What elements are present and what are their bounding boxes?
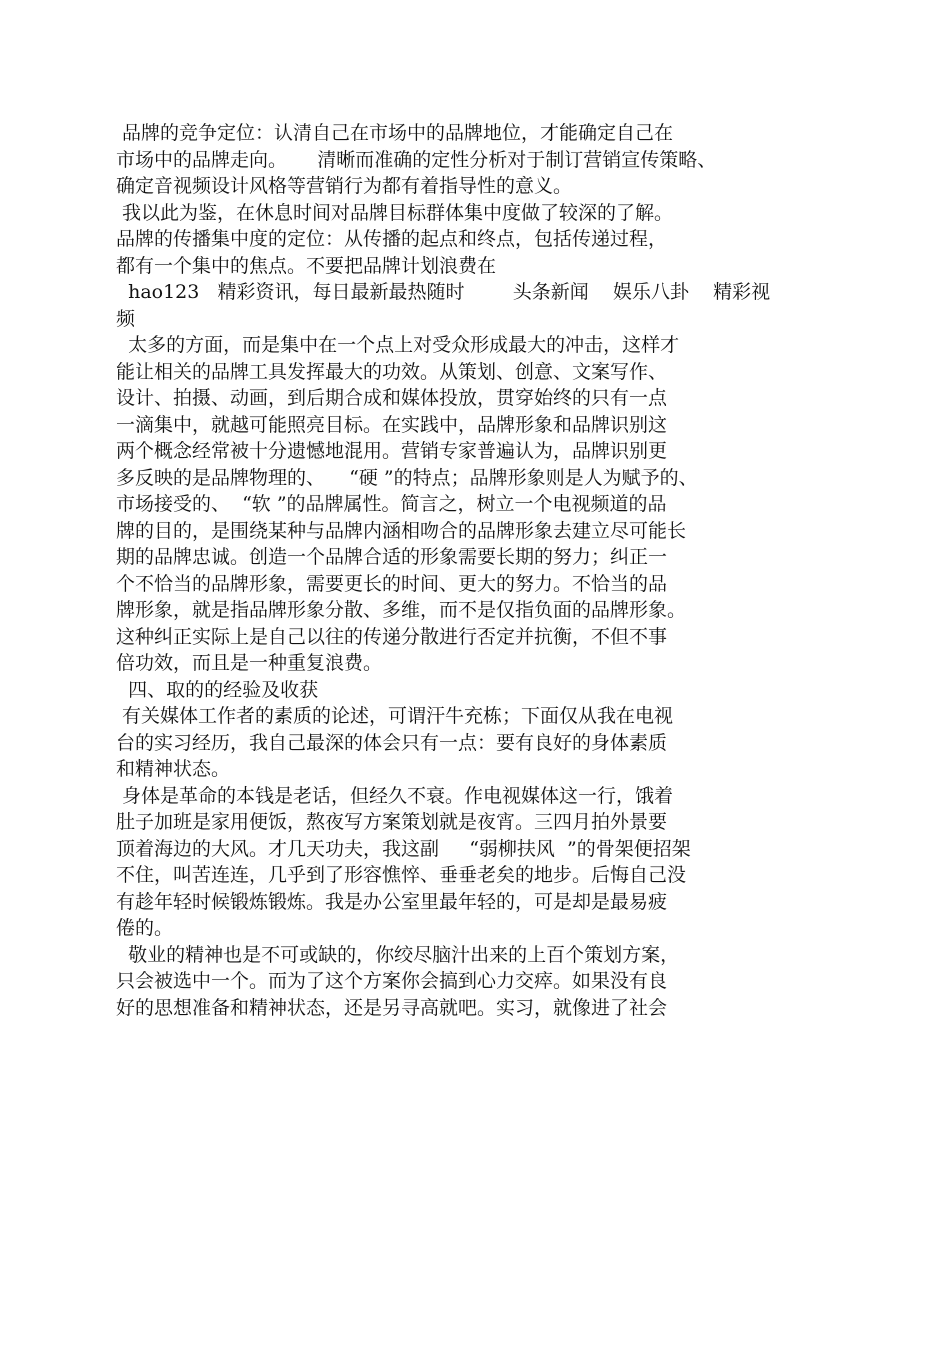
text-line: 能让相关的品牌工具发挥最大的功效。从策划、创意、文案写作、: [116, 360, 668, 383]
text-line: 有趁年轻时候锻炼锻炼。我是办公室里最年轻的，可是却是最易疲: [116, 890, 668, 913]
text-line: 多反映的是品牌物理的、 “硬 ”的特点；品牌形象则是人为赋予的、: [116, 466, 698, 489]
text-line: 确定音视频设计风格等营销行为都有着指导性的意义。: [116, 175, 573, 197]
text-line: 设计、拍摄、动画，到后期合成和媒体投放，贯穿始终的只有一点: [116, 387, 668, 409]
text-line: 台的实习经历，我自己最深的体会只有一点：要有良好的身体素质: [116, 731, 668, 754]
text-line: 期的品牌忠诚。创造一个品牌合适的形象需要长期的努力；纠正一: [116, 546, 668, 568]
text-line: 市场中的品牌走向。 清晰而准确的定性分析对于制订营销宣传策略、: [116, 148, 717, 171]
text-line: 肚子加班是家用便饭，熬夜写方案策划就是夜宵。三四月拍外景要: [116, 811, 668, 833]
text-line: 品牌的竞争定位：认清自己在市场中的品牌地位，才能确定自己在: [116, 122, 674, 144]
text-line: 敬业的精神也是不可或缺的，你绞尽脑汁出来的上百个策划方案，: [116, 943, 680, 966]
text-line: 一滴集中，就越可能照亮目标。在实践中，品牌形象和品牌识别这: [116, 413, 668, 436]
text-line: 好的思想准备和精神状态，还是另寻高就吧。实习，就像进了社会: [116, 996, 668, 1019]
text-line: 牌形象，就是指品牌形象分散、多维，而不是仅指负面的品牌形象。: [116, 599, 687, 621]
text-line: 有关媒体工作者的素质的论述，可谓汗牛充栋；下面仅从我在电视: [116, 705, 674, 727]
text-line: 我以此为鉴，在休息时间对品牌目标群体集中度做了较深的了解。: [116, 201, 674, 224]
text-line: 和精神状态。: [116, 758, 231, 780]
text-line: 太多的方面，而是集中在一个点上对受众形成最大的冲击，这样才: [116, 334, 680, 356]
text-line: 频: [116, 307, 136, 330]
text-line: hao123 精彩资讯，每日最新最热随时 头条新闻 娱乐八卦 精彩视: [116, 281, 771, 303]
text-line: 牌的目的，是围绕某种与品牌内涵相吻合的品牌形象去建立尽可能长: [116, 519, 687, 542]
document-body: [116, 120, 876, 1021]
text-line: 身体是革命的本钱是老话，但经久不衰。作电视媒体这一行，饿着: [116, 784, 674, 807]
text-line: 两个概念经常被十分遗憾地混用。营销专家普遍认为，品牌识别更: [116, 440, 668, 462]
text-line: 市场接受的、 “软 ”的品牌属性。简言之，树立一个电视频道的品: [116, 493, 667, 515]
text-line: 倍功效，而且是一种重复浪费。: [116, 652, 383, 674]
text-line: 顶着海边的大风。才几天功夫，我这副 “弱柳扶风 ”的骨架便招架: [116, 837, 691, 860]
text-line: 这种纠正实际上是自己以往的传递分散进行否定并抗衡，不但不事: [116, 625, 668, 648]
text-line: 倦的。: [116, 917, 174, 939]
text-line: 只会被选中一个。而为了这个方案你会搞到心力交瘁。如果没有良: [116, 970, 668, 992]
text-line: 都有一个集中的焦点。不要把品牌计划浪费在: [116, 254, 497, 277]
section-heading: 四、取的的经验及收获: [116, 678, 319, 701]
text-line: 不住，叫苦连连，几乎到了形容憔悴、垂垂老矣的地步。后悔自己没: [116, 864, 687, 886]
text-line: 品牌的传播集中度的定位：从传播的起点和终点，包括传递过程，: [116, 228, 668, 250]
text-line: 个不恰当的品牌形象，需要更长的时间、更大的努力。不恰当的品: [116, 572, 668, 595]
